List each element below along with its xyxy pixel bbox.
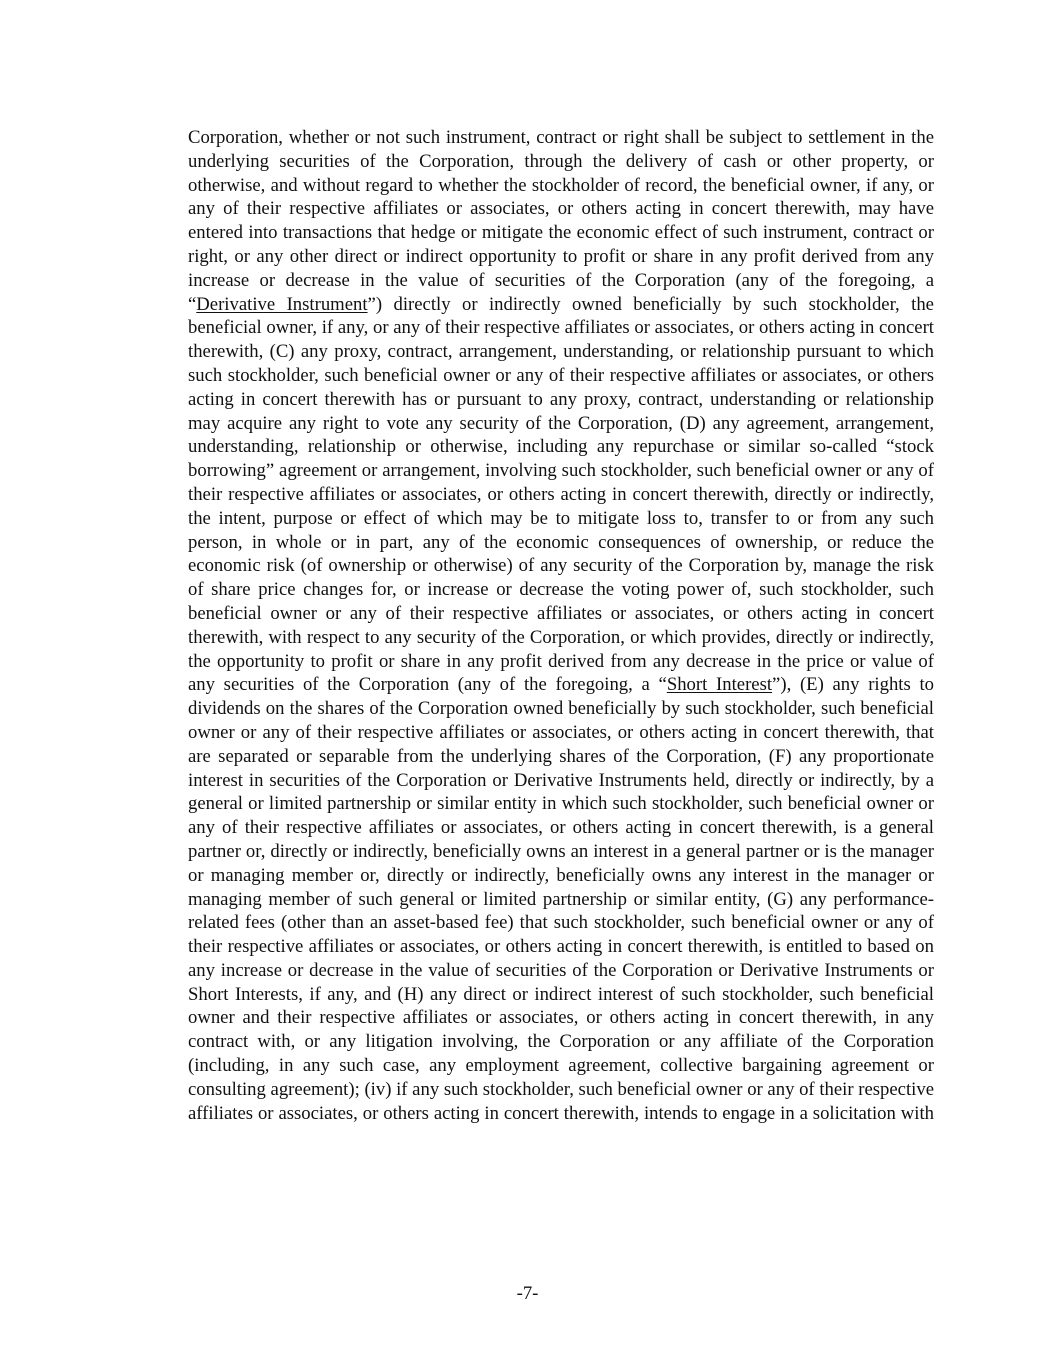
body-paragraph — [188, 126, 934, 1125]
defined-term-derivative-instrument: Derivative Instrument — [196, 293, 368, 315]
paragraph-text-segment: ”), (E) any rights to dividends on the shares of the Corporation owned beneficially by such stockholder, such beneficial owner or any of their respective affiliates or associates, or others acting in concert therewith, that are separated or separable from the underlying shares of the Corporation, (F) any proportionate interest in securities of the Corporation or Derivative Instruments held, directly or indirectly, by a general or limited partnership or similar entity in which such stockholder, such beneficial owner or any of their respective affiliates or associates, or others acting in concert therewith, is a general partner or, directly or indirectly, beneficially owns an interest in a general partner or is the manager or managing member or, directly or indirectly, beneficially owns any interest in the manager or managing member of such general or limited partnership or similar entity, (G) any performance-related fees (other than an asset-based fee) that such stockholder, such beneficial owner or any of their respective affiliates or associates, or others acting in concert therewith, is entitled to based on any increase or decrease in the value of securities of the Corporation or Derivative Instruments or Short Interests, if any, and (H) any direct or indirect interest of such stockholder, such beneficial owner and their respective affiliates or associates, or others acting in concert therewith, in any contract with, or any litigation involving, the Corporation or any affiliate of the Corporation (including, in any such case, any employment agreement, collective bargaining agreement or consulting agreement); (iv) if any such stockholder, such beneficial owner or any of their respective affiliates or associates, or others acting in concert therewith, intends to engage in a solicitation with — [188, 674, 934, 1124]
page-number: -7- — [516, 1283, 539, 1304]
paragraph-text-segment: ”) directly or indirectly owned beneficially by such stockholder, the beneficial owner, if any, or any of their respective affiliates or associates, or others acting in concert therewith, (C) any proxy, contract, arrangement, understanding, or relationship pursuant to which such stockholder, such beneficial owner or any of their respective affiliates or associates, or others acting in concert therewith has or pursuant to any proxy, contract, understanding or relationship may acquire any right to vote any security of the Corporation, (D) any agreement, arrangement, understanding, relationship or otherwise, including any repurchase or similar so-called “stock borrowing” agreement or arrangement, involving such stockholder, such beneficial owner or any of their respective affiliates or associates, or others acting in concert therewith, directly or indirectly, the intent, purpose or effect of which may be to mitigate loss to, transfer to or from any such person, in whole or in part, any of the economic consequences of ownership, or reduce the economic risk (of ownership or otherwise) of any security of the Corporation by, manage the risk of share price changes for, or increase or decrease the voting power of, such stockholder, such beneficial owner or any of their respective affiliates or associates, or others acting in concert therewith, with respect to any security of the Corporation, or which provides, directly or indirectly, the opportunity to profit or share in any profit derived from any decrease in the price or value of any securities of the Corporation (any of the foregoing, a “ — [188, 293, 934, 696]
defined-term-short-interest: Short Interest — [666, 674, 773, 696]
paragraph-text-segment: Corporation, whether or not such instrument, contract or right shall be subject to settlement in the underlying securities of the Corporation, through the delivery of cash or other property, or otherwise, and without regard to whether the stockholder of record, the beneficial owner, if any, or any of their respective affiliates or associates, or others acting in concert therewith, may have entered into transactions that hedge or mitigate the economic effect of such instrument, contract or right, or any other direct or indirect opportunity to profit or share in any profit derived from any increase or decrease in the value of securities of the Corporation (any of the foregoing, a “ — [188, 127, 934, 315]
